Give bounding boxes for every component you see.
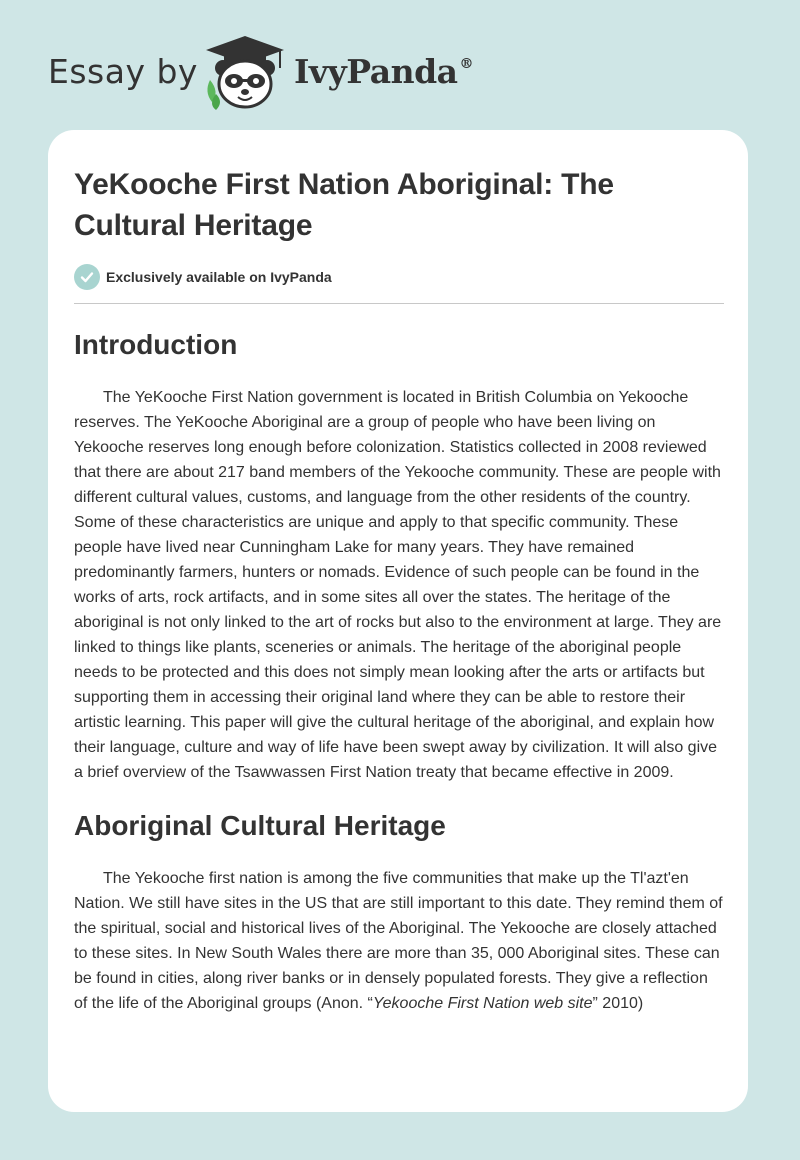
title-divider (74, 303, 724, 304)
registered-mark: ® (459, 56, 474, 72)
ivypanda-brand[interactable] (294, 52, 473, 91)
site-header (48, 34, 508, 114)
citation-title: Yekooche First Nation web site (372, 995, 593, 1012)
citation-tail: ” 2010) (592, 995, 644, 1012)
exclusive-label: Exclusively available on IvyPanda (106, 269, 332, 285)
essay-content (74, 164, 724, 1016)
essay-by-label: Essay by (48, 52, 198, 91)
section-paragraph-introduction: The YeKooche First Nation government is located in British Columbia on Yekooche reserves. The YeKooche Aboriginal are a group of people who have been living on Yekooche reserves long enough before colonization. Statistics collected in 2008 reviewed that there are about 217 band members of the Yekooche community. These are people with different cultural values, customs, and language from the other residents of the country. Some of these characteristics are unique and apply to that specific community. These people have lived near Cunningham Lake for many years. They have remained predominantly farmers, hunters or nomads. Evidence of such people can be found in the works of arts, rock artifacts, and in some sites all over the states. The heritage of the aboriginal is not only linked to the art of rocks but also to the environment at large. They are linked to things like plants, sceneries or animals. The heritage of the aboriginal people needs to be protected and this does not simply mean looking after the arts or artifacts but supporting them in accessing their original land where they can be able to restore their artistic learning. This paper will give the cultural heritage of the aboriginal, and explain how their language, culture and way of life have been swept away by civilization. It will also give a brief overview of the Tsawwassen First Nation treaty that became effective in 2009. (74, 389, 722, 781)
essay-title: YeKooche First Nation Aboriginal: The Cultural Heritage (74, 168, 614, 242)
exclusive-badge (74, 264, 724, 290)
section-heading-aboriginal-cultural-heritage: Aboriginal Cultural Heritage (74, 810, 446, 841)
ivypanda-logo-icon (202, 34, 288, 110)
section-paragraph-aboriginal-cultural-heritage (74, 866, 724, 1016)
paragraph-text: The Yekooche first nation is among the five communities that make up the Tl'azt'en Nation. We still have sites in the US that are still important to this date. They remind them of the spiritual, social and historical lives of the Aboriginal. The Yekooche are closely attached to these sites. In New South Wales there are more than 35, 000 Aboriginal sites. These can be found in cities, along river banks or in densely populated forests. They give a reflection of the life of the Aboriginal groups (Anon. “ (74, 870, 723, 1012)
brand-name: IvyPanda (294, 52, 458, 91)
essay-card (48, 130, 748, 1112)
section-heading-introduction: Introduction (74, 329, 238, 360)
check-icon (74, 264, 100, 290)
